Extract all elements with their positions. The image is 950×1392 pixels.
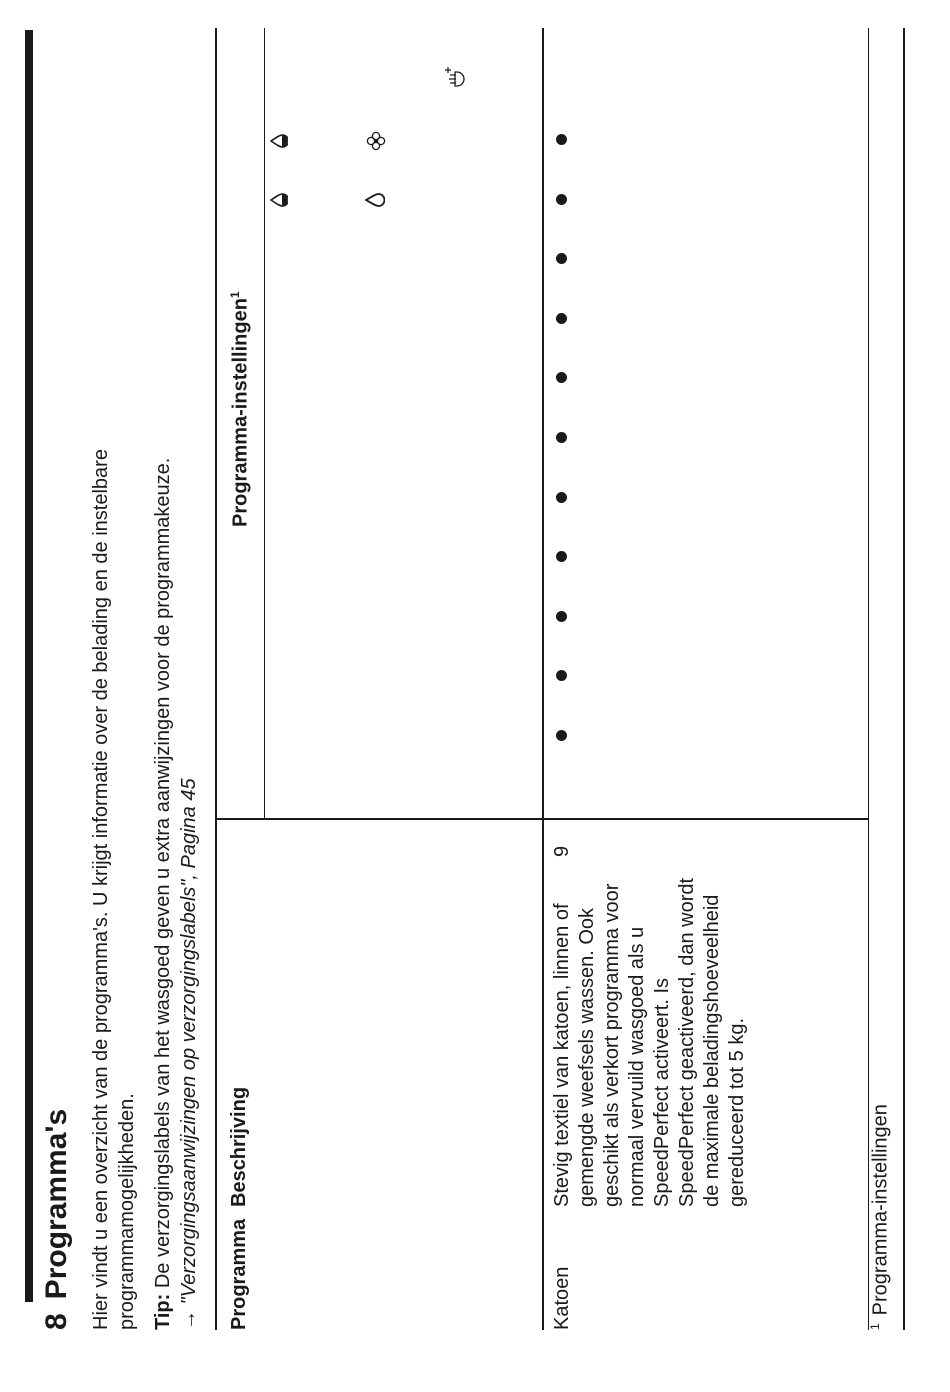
setting-mark <box>556 670 567 681</box>
setting-mark <box>556 551 567 562</box>
setting-mark <box>556 611 567 622</box>
row-programma: Katoen <box>551 1266 573 1330</box>
column-divider <box>215 818 868 820</box>
setting-mark <box>556 253 567 264</box>
footnote-text: Programma-instellingen <box>869 1104 892 1316</box>
tip-link[interactable]: "Verzorgingsaanwijzingen op verzorgingslabels" <box>178 879 200 1305</box>
intro-paragraph: Hier vindt u een overzicht van de programma's. U krijgt informatie over de belading en de instelbare programmamogelijkheden. <box>90 449 138 1330</box>
footnote-rule <box>903 28 905 1330</box>
setting-mark <box>556 432 567 443</box>
row-beschrijving: Stevig textiel van katoen, linnen of gemengde weefsels wassen. Ook geschikt als verkort programma voor normaal vervuild wasgoed als u SpeedPerfect activeert. Is SpeedPerfect geactiveerd, dan wordt de maximale beladingshoeveelheid gereduceerd tot 5 kg. <box>551 877 748 1207</box>
header-separator <box>264 28 265 820</box>
row-max-load: 9 <box>551 845 573 857</box>
tip-label: Tip: <box>152 1293 174 1330</box>
tip-text: De verzorgingslabels van het wasgoed geven u extra aanwijzingen voor de programmakeuze. <box>152 457 174 1294</box>
header-footnote-ref: 1 <box>228 291 242 299</box>
tip-paragraph <box>150 210 202 1330</box>
arrow-icon: → <box>178 1310 200 1330</box>
tip-page: , Pagina 45 <box>178 778 200 880</box>
setting-mark <box>556 194 567 205</box>
water-drop-up-icon <box>270 133 288 149</box>
setting-mark <box>556 313 567 324</box>
flower-icon <box>366 131 386 151</box>
header-programma: Programma <box>228 1218 250 1330</box>
row-top-rule <box>542 28 544 1330</box>
setting-mark <box>556 134 567 145</box>
footnote-number: 1 <box>868 1323 882 1330</box>
header-instellingen <box>228 291 253 527</box>
header-beschrijving: Beschrijving <box>228 1086 250 1207</box>
header-instellingen-label: Programma-instellingen <box>229 298 252 527</box>
section-title: Programma's <box>40 1108 73 1300</box>
setting-mark <box>556 372 567 383</box>
table-top-rule <box>215 28 217 1330</box>
section-heading <box>40 1109 74 1330</box>
section-bar <box>25 30 33 1302</box>
water-drop-down-icon <box>270 192 288 208</box>
steam-plus-icon <box>444 65 466 89</box>
footnote <box>868 1104 893 1330</box>
setting-mark <box>556 492 567 503</box>
section-number: 8 <box>40 1313 73 1330</box>
drop-outline-icon <box>365 192 385 208</box>
setting-mark <box>556 730 567 741</box>
